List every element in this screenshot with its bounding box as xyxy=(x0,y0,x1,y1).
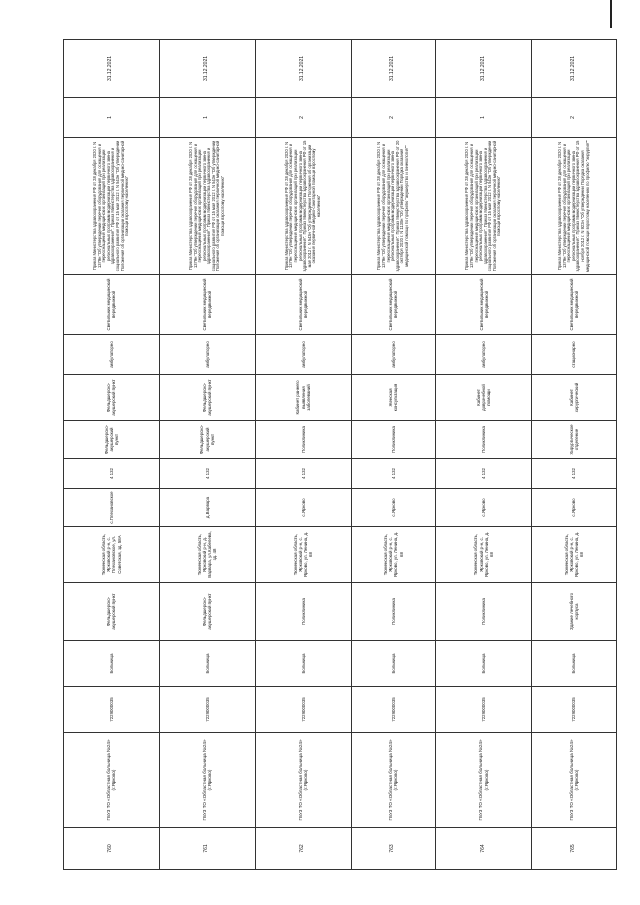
cell-row-number: 762 xyxy=(255,828,351,870)
cell-room: Кабинет доврачебной помощи xyxy=(436,375,532,421)
cell-code: 4 132 xyxy=(436,459,532,489)
cell-room: Женская консультация xyxy=(351,375,436,421)
cell-address: Тюменская область, Ярковский р-н, с. Плехановское, ул. Советская, зд. 58А xyxy=(64,527,160,583)
cell-code: 4 132 xyxy=(159,459,255,489)
cell-code: 4 132 xyxy=(351,459,436,489)
table-row xyxy=(255,40,351,870)
cell-quantity: 2 xyxy=(532,98,617,138)
cell-inn-code: 7229000035 xyxy=(255,687,351,733)
cell-quantity: 2 xyxy=(255,98,351,138)
cell-room: Фельдшерско-акушерский пункт xyxy=(64,375,160,421)
cell-legal-basis: Приказ Министерства здравоохранения РФ от 28 декабря 2020 г. N 1379н "Об утверждении перечня оборудования для оснащения и переоснащения медицинских организаций при реализации региональных программ модернизации первичного звена здравоохранения". Приказ Министерства здравоохранения и социального развития РФ от 15 мая 2012 г. N 543н "Об утверждении Положения об организации оказания первичной медико-санитарной помощи взрослому населению" xyxy=(159,138,255,275)
cell-facility-type: Больница xyxy=(532,641,617,687)
table-row xyxy=(351,40,436,870)
cell-care-form: амбулаторно xyxy=(159,335,255,375)
cell-unit-name: Поликлиника xyxy=(351,583,436,641)
cell-locality: с.Плехановское xyxy=(64,489,160,527)
cell-facility-type: Больница xyxy=(159,641,255,687)
equipment-register-table xyxy=(63,39,617,870)
cell-department: Хирургическое отделение xyxy=(532,421,617,459)
cell-inn-code: 7229000035 xyxy=(64,687,160,733)
cell-organization-name: ГБУЗ ТО «Областная больница №24» (г.Ярково) xyxy=(532,733,617,828)
cell-deadline-date: 31.12.2021 xyxy=(159,40,255,98)
cell-inn-code: 7229000035 xyxy=(436,687,532,733)
cell-locality: с.Ярково xyxy=(436,489,532,527)
cell-care-form: амбулаторно xyxy=(436,335,532,375)
cell-quantity: 1 xyxy=(64,98,160,138)
cell-address: Тюменская область, Ярковский р-н, с. Ярково, ул. Ленина, д. 68 xyxy=(532,527,617,583)
cell-organization-name: ГБУЗ ТО «Областная больница №24» (г.Ярково) xyxy=(255,733,351,828)
cell-address: Тюменская область, Ярковский р-н, с. Ярково, ул. Ленина, д. 68 xyxy=(436,527,532,583)
cell-deadline-date: 31.12.2021 xyxy=(436,40,532,98)
cell-code: 4 132 xyxy=(255,459,351,489)
cell-care-form: амбулаторно xyxy=(64,335,160,375)
cell-organization-name: ГБУЗ ТО «Областная больница №24» (г.Ярково) xyxy=(159,733,255,828)
cell-equipment-name: Светильник медицинский передвижной xyxy=(159,275,255,335)
cell-unit-name: Поликлиника xyxy=(436,583,532,641)
cell-equipment-name: Светильник медицинский передвижной xyxy=(255,275,351,335)
cell-facility-type: Больница xyxy=(436,641,532,687)
cell-legal-basis: Приказ Министерства здравоохранения РФ от 28 декабря 2020 г. N 1379н "Об утверждении перечня оборудования для оснащения и переоснащения медицинских организаций при реализации региональных программ модернизации первичного звена здравоохранения". Приказ Министерства здравоохранения и социального развития РФ от 15 мая 2012 г. N 543н "Об утверждении Положения об организации оказания первичной медико-санитарной помощи взрослому населению" xyxy=(64,138,160,275)
cell-code: 4 132 xyxy=(532,459,617,489)
table-row xyxy=(159,40,255,870)
cell-inn-code: 7229000035 xyxy=(159,687,255,733)
cell-department: Поликлиника xyxy=(436,421,532,459)
cell-department: Поликлиника xyxy=(255,421,351,459)
cell-equipment-name: Светильник медицинский передвижной xyxy=(351,275,436,335)
cell-locality: с.Ярково xyxy=(351,489,436,527)
cell-department: Фельдшерско-акушерский пункт xyxy=(159,421,255,459)
table-row xyxy=(532,40,617,870)
cell-deadline-date: 31.12.2021 xyxy=(255,40,351,98)
cell-equipment-name: Светильник медицинский передвижной xyxy=(64,275,160,335)
cell-address: Тюменская область, Ярковский р-н, с. Ярково, ул. Ленина, д. 68 xyxy=(255,527,351,583)
cell-facility-type: Больница xyxy=(64,641,160,687)
cell-unit-name: Поликлиника xyxy=(255,583,351,641)
cell-quantity: 1 xyxy=(436,98,532,138)
cell-legal-basis: Приказ Министерства здравоохранения РФ от 28 декабря 2020 г. N 1379н "Об утверждении перечня оборудования для оснащения и переоснащения медицинских организаций при реализации региональных программ модернизации первичного звена здравоохранения". Приказ Министерства здравоохранения РФ от 15 мая 2012 г. N 543н "Об утверждении Положения об организации оказания первичной медико-санитарной помощи взрослому населению" xyxy=(255,138,351,275)
cell-organization-name: ГБУЗ ТО «Областная больница №24» (г.Ярково) xyxy=(351,733,436,828)
cell-row-number: 763 xyxy=(351,828,436,870)
cell-care-form: амбулаторно xyxy=(351,335,436,375)
cell-row-number: 761 xyxy=(159,828,255,870)
rotated-table-wrapper xyxy=(63,40,617,870)
cell-room: Кабинет раннего выявления заболеваний xyxy=(255,375,351,421)
cell-unit-name: Здание лечебного корпуса xyxy=(532,583,617,641)
table-row xyxy=(436,40,532,870)
cell-legal-basis: Приказ Министерства здравоохранения РФ от 28 декабря 2020 г. N 1379н "Об утверждении перечня оборудования для оснащения и переоснащения медицинских организаций при реализации региональных программ модернизации первичного звена здравоохранения". Приказ Министерства здравоохранения РФ от 15 ноября 2012 г. N 922н "Об утверждении Порядка оказания медицинской помощи взрослому населению по профилю "хирургия"" xyxy=(532,138,617,275)
cell-equipment-name: Светильник медицинский передвижной xyxy=(436,275,532,335)
cell-locality: с.Ярково xyxy=(532,489,617,527)
cell-deadline-date: 31.12.2021 xyxy=(532,40,617,98)
cell-quantity: 2 xyxy=(351,98,436,138)
cell-deadline-date: 31.12.2021 xyxy=(351,40,436,98)
cell-locality: д.Варвара xyxy=(159,489,255,527)
table-row xyxy=(64,40,160,870)
cell-code: 4 132 xyxy=(64,459,160,489)
cell-locality: с.Ярково xyxy=(255,489,351,527)
cell-inn-code: 7229000035 xyxy=(532,687,617,733)
cell-address: Тюменская область, Ярковский р-н, с. Ярково, ул. Ленина, д. 68 xyxy=(351,527,436,583)
cell-row-number: 765 xyxy=(532,828,617,870)
cell-row-number: 764 xyxy=(436,828,532,870)
cell-facility-type: Больница xyxy=(255,641,351,687)
cell-address: Тюменская область, Ярковский р-н, д. Варвара, ул.Кабелева, зд. 48 xyxy=(159,527,255,583)
scan-edge-line xyxy=(610,0,612,28)
cell-row-number: 760 xyxy=(64,828,160,870)
table-body xyxy=(64,40,617,870)
cell-unit-name: Фельдшерско-акушерский пункт xyxy=(64,583,160,641)
cell-care-form: амбулаторно xyxy=(255,335,351,375)
cell-organization-name: ГБУЗ ТО «Областная больница №24» (г.Ярково) xyxy=(436,733,532,828)
cell-care-form: стационарно xyxy=(532,335,617,375)
cell-room: Фельдшерско-акушерский пункт xyxy=(159,375,255,421)
cell-deadline-date: 31.12.2021 xyxy=(64,40,160,98)
cell-unit-name: Фельдшерско-акушерский пункт xyxy=(159,583,255,641)
cell-quantity: 1 xyxy=(159,98,255,138)
cell-room: Кабинет хирургический xyxy=(532,375,617,421)
cell-organization-name: ГБУЗ ТО «Областная больница №24» (г.Ярково) xyxy=(64,733,160,828)
cell-department: Поликлиника xyxy=(351,421,436,459)
cell-facility-type: Больница xyxy=(351,641,436,687)
cell-inn-code: 7229000035 xyxy=(351,687,436,733)
cell-legal-basis: Приказ Министерства здравоохранения РФ от 28 декабря 2020 г. N 1379н "Об утверждении перечня оборудования для оснащения и переоснащения медицинских организаций при реализации региональных программ модернизации первичного звена здравоохранения". Приказ Министерства здравоохранения и социального развития РФ от 15 мая 2012 г. N 543н "Об утверждении Положения об организации оказания первичной медико-санитарной помощи взрослому населению" xyxy=(436,138,532,275)
cell-equipment-name: Светильник медицинский передвижной xyxy=(532,275,617,335)
cell-legal-basis: Приказ Министерства здравоохранения РФ от 28 декабря 2020 г. N 1379н "Об утверждении перечня оборудования для оснащения и переоснащения медицинских организаций при реализации региональных программ модернизации первичного звена здравоохранения". Приказ Министерства здравоохранения РФ от 20 октября 2020 г. N 1130н "Об утверждении Порядка оказания медицинской помощи по профилю "акушерство и гинекология"" xyxy=(351,138,436,275)
cell-department: Фельдшерско-акушерский пункт xyxy=(64,421,160,459)
